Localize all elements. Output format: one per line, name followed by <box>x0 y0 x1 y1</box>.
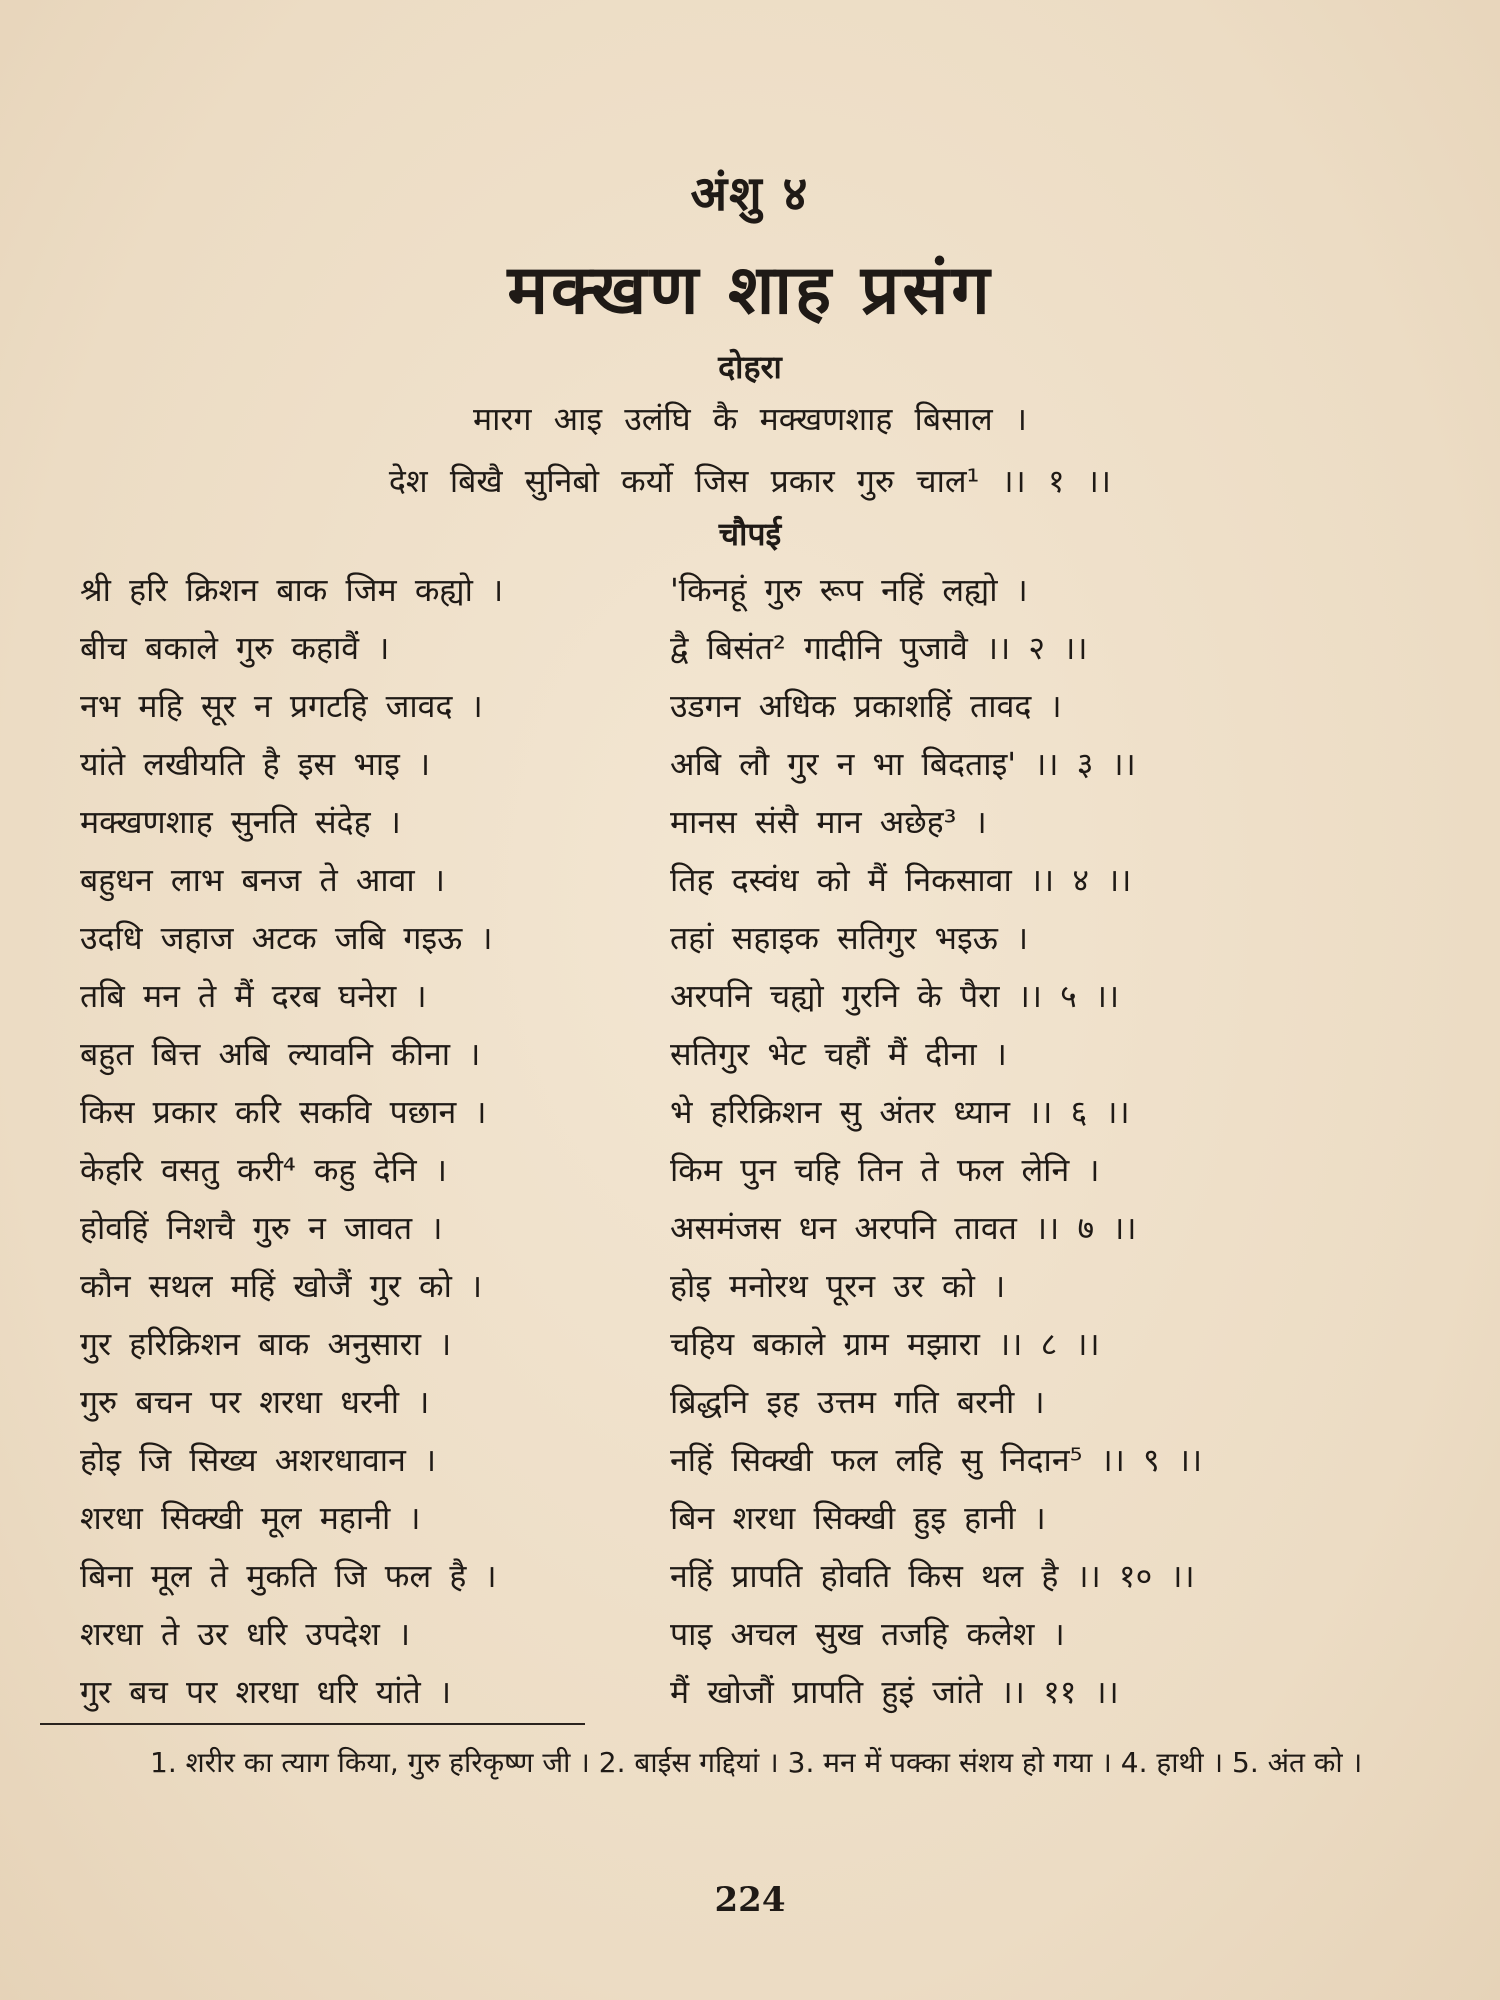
verse-first-half: शरधा सिक्खी मूल महानी । <box>80 1498 421 1537</box>
verse-line <box>80 1546 1380 1604</box>
verse-second-half: तहां सहाइक सतिगुर भइऊ । <box>670 918 1029 957</box>
verse-line <box>80 1198 1380 1256</box>
verse-first-half: नभ महि सूर न प्रगटहि जावद । <box>80 686 483 725</box>
verse-first-half: कौन सथल महिं खोजैं गुर को । <box>80 1266 483 1305</box>
verse-first-half: बिना मूल ते मुकति जि फल है । <box>80 1556 497 1595</box>
verse-second-half: भे हरिक्रिशन सु अंतर ध्यान ।। ६ ।। <box>670 1092 1130 1131</box>
verse-line <box>80 1140 1380 1198</box>
verse-second-half: ब्रिद्धनि इह उत्तम गति बरनी । <box>670 1382 1045 1421</box>
verse-line <box>80 676 1380 734</box>
verse-line <box>80 1662 1380 1720</box>
verse-line <box>80 792 1380 850</box>
verse-second-half: 'किनहूं गुरु रूप नहिं लह्यो । <box>670 570 1028 609</box>
doha-heading: दोहरा <box>718 348 782 386</box>
verse-second-half: उडगन अधिक प्रकाशहिं तावद । <box>670 686 1062 725</box>
verse-first-half: बीच बकाले गुरु कहावैं । <box>80 628 390 667</box>
verse-first-half: होवहिं निशचै गुरु न जावत । <box>80 1208 443 1247</box>
verse-second-half: बिन शरधा सिक्खी हुइ हानी । <box>670 1498 1046 1537</box>
verse-first-half: होइ जि सिख्य अशरधावान । <box>80 1440 437 1479</box>
verse-first-half: बहुधन लाभ बनज ते आवा । <box>80 860 445 899</box>
verse-line <box>80 908 1380 966</box>
section-title: मक्खण शाह प्रसंग <box>507 251 993 330</box>
verse-line <box>80 1372 1380 1430</box>
verse-line <box>80 1082 1380 1140</box>
verse-second-half: नहिं प्रापति होवति किस थल है ।। १० ।। <box>670 1556 1195 1595</box>
footnote-divider <box>40 1723 585 1725</box>
footnotes: 1. शरीर का त्याग किया, गुरु हरिकृष्ण जी । 2. बाईस गद्दियां । 3. मन में पक्का संशय हो गया । 4. हाथी । 5. अंत को । <box>150 1746 1363 1779</box>
chaupai-heading: चौपई <box>718 515 782 553</box>
verse-second-half: अबि लौ गुर न भा बिदताइ' ।। ३ ।। <box>670 744 1136 783</box>
verse-second-half: नहिं सिक्खी फल लहि सु निदान⁵ ।। ९ ।। <box>670 1440 1203 1479</box>
verse-second-half: सतिगुर भेट चहौं मैं दीना । <box>670 1034 1007 1073</box>
verse-second-half: तिह दस्वंध को मैं निकसावा ।। ४ ।। <box>670 860 1132 899</box>
verse-line <box>80 850 1380 908</box>
verse-first-half: यांते लखीयति है इस भाइ । <box>80 744 431 783</box>
doha-line-1: मारग आइ उलंघि कै मक्खणशाह बिसाल । <box>472 400 1028 438</box>
verse-second-half: चहिय बकाले ग्राम मझारा ।। ८ ।। <box>670 1324 1100 1363</box>
verse-second-half: असमंजस धन अरपनि तावत ।। ७ ।। <box>670 1208 1137 1247</box>
verse-line <box>80 1430 1380 1488</box>
verse-first-half: गुर हरिक्रिशन बाक अनुसारा । <box>80 1324 452 1363</box>
verse-line <box>80 1488 1380 1546</box>
verse-line <box>80 1256 1380 1314</box>
verse-line <box>80 560 1380 618</box>
verse-line <box>80 1604 1380 1662</box>
verse-first-half: किस प्रकार करि सकवि पछान । <box>80 1092 487 1131</box>
verse-second-half: पाइ अचल सुख तजहि कलेश । <box>670 1614 1065 1653</box>
verse-second-half: द्वै बिसंत² गादीनि पुजावै ।। २ ।। <box>670 628 1088 667</box>
verse-first-half: गुर बच पर शरधा धरि यांते । <box>80 1672 452 1711</box>
verse-first-half: उदधि जहाज अटक जबि गइऊ । <box>80 918 493 957</box>
verse-first-half: मक्खणशाह सुनति संदेह । <box>80 802 401 841</box>
verse-first-half: तबि मन ते मैं दरब घनेरा । <box>80 976 427 1015</box>
doha-line-2: देश बिखै सुनिबो कर्यो जिस प्रकार गुरु चाल¹ ।। १ ।। <box>388 462 1112 500</box>
verse-line <box>80 966 1380 1024</box>
verse-first-half: गुरु बचन पर शरधा धरनी । <box>80 1382 430 1421</box>
verse-second-half: किम पुन चहि तिन ते फल लेनि । <box>670 1150 1100 1189</box>
verse-line <box>80 734 1380 792</box>
verse-second-half: अरपनि चह्यो गुरनि के पैरा ।। ५ ।। <box>670 976 1120 1015</box>
verse-line <box>80 1314 1380 1372</box>
verse-second-half: होइ मनोरथ पूरन उर को । <box>670 1266 1006 1305</box>
verse-line <box>80 1024 1380 1082</box>
verse-first-half: बहुत बित्त अबि ल्यावनि कीना । <box>80 1034 481 1073</box>
verse-second-half: मैं खोजौं प्रापति हुइं जांते ।। ११ ।। <box>670 1672 1119 1711</box>
verse-first-half: श्री हरि क्रिशन बाक जिम कह्यो । <box>80 570 504 609</box>
verse-first-half: केहरि वसतु करी⁴ कहु देनि । <box>80 1150 447 1189</box>
chaupai-verses <box>80 560 1380 1720</box>
chapter-number: अंशु ४ <box>690 166 810 222</box>
page-number: 224 <box>714 1880 786 1920</box>
verse-second-half: मानस संसै मान अछेह³ । <box>670 802 987 841</box>
verse-line <box>80 618 1380 676</box>
verse-first-half: शरधा ते उर धरि उपदेश । <box>80 1614 411 1653</box>
